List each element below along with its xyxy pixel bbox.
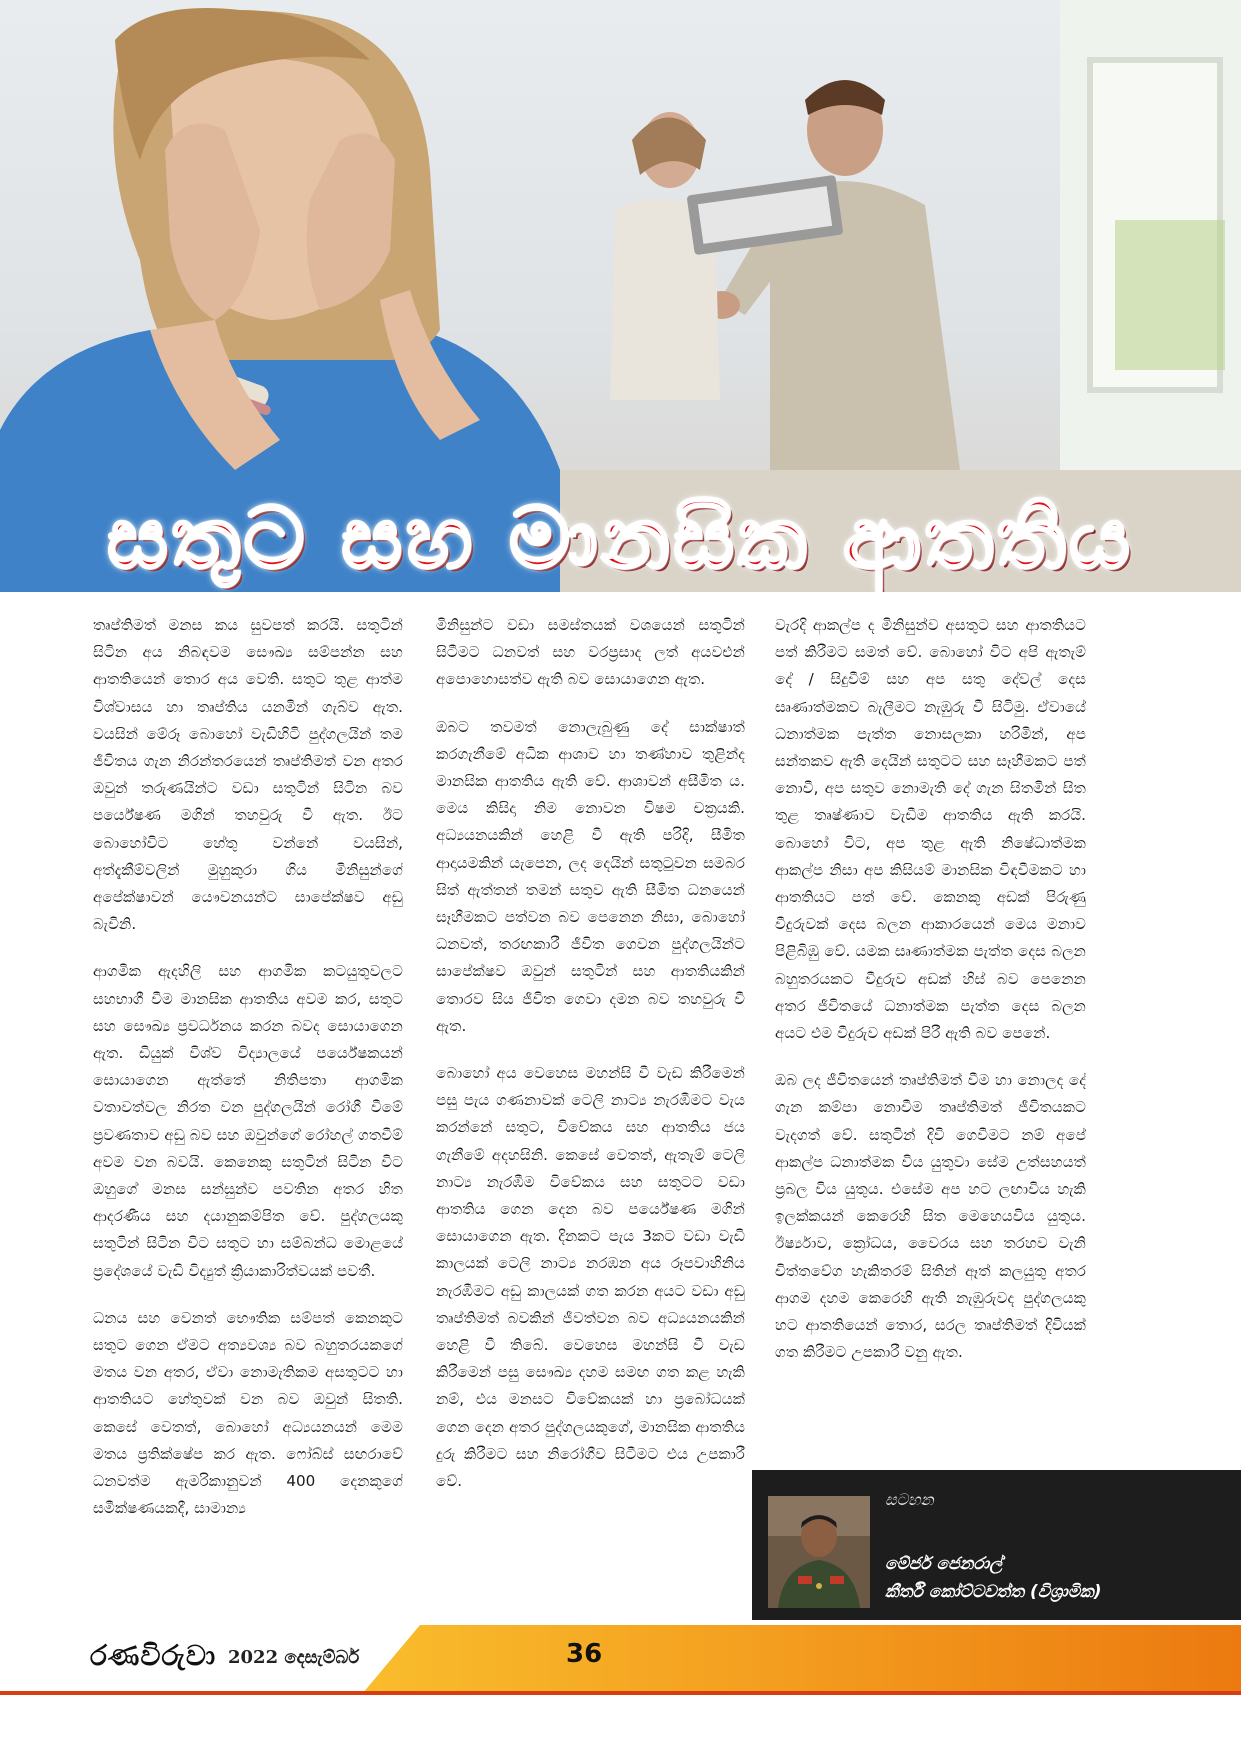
paragraph: ආගමික ඇදහිලි සහ ආගමික කටයුතුවලට සහභාගී වීම මානසික ආතතිය අවම කර, සතුට සහ සෞඛ්‍ය ප්‍රවර්ධනය කරන බවද සොයාගෙන ඇත. ඩියුක් විශ්ව විද්‍යාලයේ පර්යේෂකයන් සොයාගෙන ඇත්තේ නිතිපතා ආගමික වතාවත්වල නිරත වන පුද්ගලයින් රෝගී වීමේ ප්‍රවණතාව අඩු බව සහ ඔවුන්ගේ රෝහල් ගතවීම් අවම වන බවයි. කෙනෙකු සතුටින් සිටින විට ඔහුගේ මනස සන්සුන්ව පවතින අතර හිත ආදරණීය සහ දයානුකම්පිත වේ. පුද්ගලයකු සතුටින් සිටින විට සතුට හා සම්බන්ධ මොළයේ ප්‍රදේශයේ වැඩි විද්‍යුත් ක්‍රියාකාරිත්වයක් පවතී.: [93, 962, 403, 1280]
paragraph: ඔබ ලද ජීවිතයෙන් තෘප්තිමත් වීම හා නොලද දේ ගැන කම්පා නොවීම තෘප්තිමත් ජීවිතයකට වැදගත් වේ. සතුටින් දිවි ගෙවීමට නම් අපේ ආකල්ප ධනාත්මක විය යුතුවා සේම උත්සහයත් ප්‍රබල විය යුතුය. එසේම අප හට ලඟාවිය හැකි ඉලක්කයන් කෙරෙහි සිත මෙහෙයවිය යුතුය. ඊර්ෂ්‍යාව, ක්‍රෝධය, වෛරය සහ තරහව වැනි චිත්තවේග හැකිතරම් සිතින් ඈත් කලයුතු අතර ආගම දහම කෙරෙහි ඇති නැඹුරුවද පුද්ගලයකු හට ආතතියෙන් තොර, සරල තෘප්තිමත් දිවියක් ගත කිරීමට උපකාරී වනු ඇත.: [775, 1071, 1086, 1362]
author-fullname: කීර්ති කෝට්ටවත්ත (විශ්‍රාමික): [885, 1582, 1102, 1602]
author-rank: මේජර් ජෙනරාල්: [885, 1554, 1003, 1574]
hero-photo: [0, 0, 1241, 592]
footer-line: [0, 1691, 1241, 1695]
article-column-3: [775, 612, 1086, 1470]
paragraph: වැරදි ආකල්ප ද මිනිසුන්ව අසතුට සහ ආතතියට පත් කිරීමට සමත් වේ. බොහෝ විට අපි ඇතැම් දේ / සිදුවීම් සහ අප සතු දේවල් දෙස සෘණාත්මකව බැලීමට නැඹුරු වී සිටිමු. ඒවායේ ධනාත්මක පැත්ත නොසලකා හරිමින්, අප සන්තකව ඇති දෙයින් සතුටට සහ සෑහීමකට පත් නොවී, අප සතුව නොමැති දේ ගැන සිතමින් සිත තුළ තෘෂ්ණාව වැඩීම ආතතිය ඇති කරයි. බොහෝ විට, අප තුළ ඇති නිෂේධාත්මක ආකල්ප නිසා අප කිසියම් මානසික විඳවීමකට හා ආතතියට පත් වේ. කෙනකු අඩක් පිරුණු වීදුරුවක් දෙස බලන ආකාරයෙන් මෙය මනාව පිළිබිඹු වේ. යමක සෘණාත්මක පැත්ත දෙස බලන බහුතරයකට වීදුරුව අඩක් හිස් බව පෙනෙන අතර ජීවිතයේ ධනාත්මක පැත්ත දෙස බලන අයට එම වීදුරුව අඩක් පිරී ඇති බව පෙනේ.: [775, 616, 1086, 1043]
author-box: [752, 1470, 1241, 1620]
author-portrait-icon: [768, 1496, 870, 1608]
paragraph: තෘප්තිමත් මනස කය සුවපත් කරයි. සතුටින් සිටින අය නිබඳවම සෞඛ්‍ය සම්පන්න සහ ආතතියෙන් තොර අය වෙති. සතුට තුළ ආත්ම විශ්වාසය හා තෘප්තිය යනමින් ගැබ්ව ඇත. වයසින් මේරූ බොහෝ වැඩිහිටි පුද්ගලයින් තම ජීවිතය ගැන නිරන්තරයෙන් තෘප්තිමත් වන අතර ඔවුන් තරුණයින්ට වඩා සතුටින් සිටින බව පර්යේෂණ මගින් තහවුරු වී ඇත. ඊට බොහෝවිට හේතු වන්නේ වයසින්, අත්දැකීම්වලින් මුහුකුරා ගිය මිනිසුන්ගේ අපේක්ෂාවන් යෞවනයන්ට සාපේක්ෂව අඩු බැවිනි.: [93, 616, 403, 934]
paragraph: මිනිසුන්ට වඩා සමස්තයක් වශයෙන් සතුටින් සිටීමට ධනවත් සහ වරප්‍රසාද ලත් අයවළුන් අපොහොසත්ව ඇති බව සොයාගෙන ඇත.: [436, 616, 745, 689]
article-column-2: [436, 612, 745, 1572]
paragraph: ඔබට තවමත් නොලැබුණු දේ සාක්ෂාත් කරගැනීමේ අධික ආශාව හා තණ්හාව තුළින්ද මානසික ආතතිය ඇති වේ. ආශාවන් අසීමිත ය. මෙය කිසිදා නිම නොවන විෂම චක්‍රයකි. අධ්‍යයනයකින් හෙළි වී ඇති පරිදි, සීමිත ආදායමකින් යැපෙන, ලද දෙයින් සතුටුවන සමබර සිත් ඇත්තන් තමන් සතුව ඇති සීමිත ධනයෙන් සෑහීමකට පත්වන බව පෙනෙන නිසා, බොහෝ ධනවත්, තරඟකාරී ජීවිත ගෙවන පුද්ගලයින්ට සාපේක්ෂව ඔවුන් සතුටින් සහ ආතතියකින් තොරව සිය ජීවිත ගෙවා දමන බව තහවුරු වී ඇත.: [436, 717, 745, 1035]
author-label: සටහන: [885, 1490, 934, 1509]
author-name: [885, 1550, 1102, 1606]
author-photo: [768, 1496, 870, 1608]
paragraph: බොහෝ අය වෙහෙස මහන්සි වී වැඩ කිරීමෙන් පසු පැය ගණනාවක් ටෙලි නාට්‍ය නැරඹීමට වැය කරන්නේ සතුට, විවේකය සහ ආතතිය ජය ගැනීමේ අදහසිනි. කෙසේ වෙතත්, ඇතැම් ටෙලි නාට්‍ය නැරඹීම විවේකය සහ සතුටට වඩා ආතතිය ගෙන දෙන බව පර්යේෂණ මගින් සොයාගෙන ඇත. දිනකට පැය 3කට වඩා වැඩි කාලයක් ටෙලි නාට්‍ය නරඹන අය රූපවාහිනිය නැරඹීමට අඩු කාලයක් ගත කරන අයට වඩා අඩු තෘප්තිමත් බවකින් ජීවත්වන බව අධ්‍යයනයකින් හෙළි වී තිබේ. වෙහෙස මහන්සි වී වැඩ කිරීමෙන් පසු සෞඛ්‍ය දහම සමඟ ගත කළ හැකි නම්, එය මනසට විවේකයක් හා ප්‍රබෝධයක් ගෙන දෙන අතර පුද්ගලයකුගේ, මානසික ආතතිය දුරු කිරීමට සහ නිරෝගීව සිටීමට එය උපකාරී වේ.: [436, 1064, 745, 1491]
publication-name: රණවිරුවා: [90, 1639, 217, 1672]
page-number: 36: [566, 1639, 603, 1669]
issue-date: 2022 දෙසැම්බර්: [228, 1647, 360, 1668]
article-column-1: [93, 612, 403, 1612]
page-footer: [0, 1625, 1241, 1695]
paragraph: ධනය සහ වෙනත් භෞතික සම්පත් කෙනකුට සතුට ගෙන ඒමට අත්‍යවශ්‍ය බව බහුතරයකගේ මතය වන අතර, ඒවා නොමැතිකම අසතුටට හා ආතතියට හේතුවක් වන බව ඔවුන් සිතති. කෙසේ වෙතත්, බොහෝ අධ්‍යයනයන් මෙම මතය ප්‍රතික්ෂේප කර ඇත. ෆෝබ්ස් සඟරාවේ ධනවත්ම ඇමරිකානුවන් 400 දෙනකුගේ සමීක්ෂණයකදී, සාමාන්‍ය: [93, 1308, 403, 1518]
article-headline: සතුට සහ මානසික ආතතිය: [107, 489, 1134, 587]
